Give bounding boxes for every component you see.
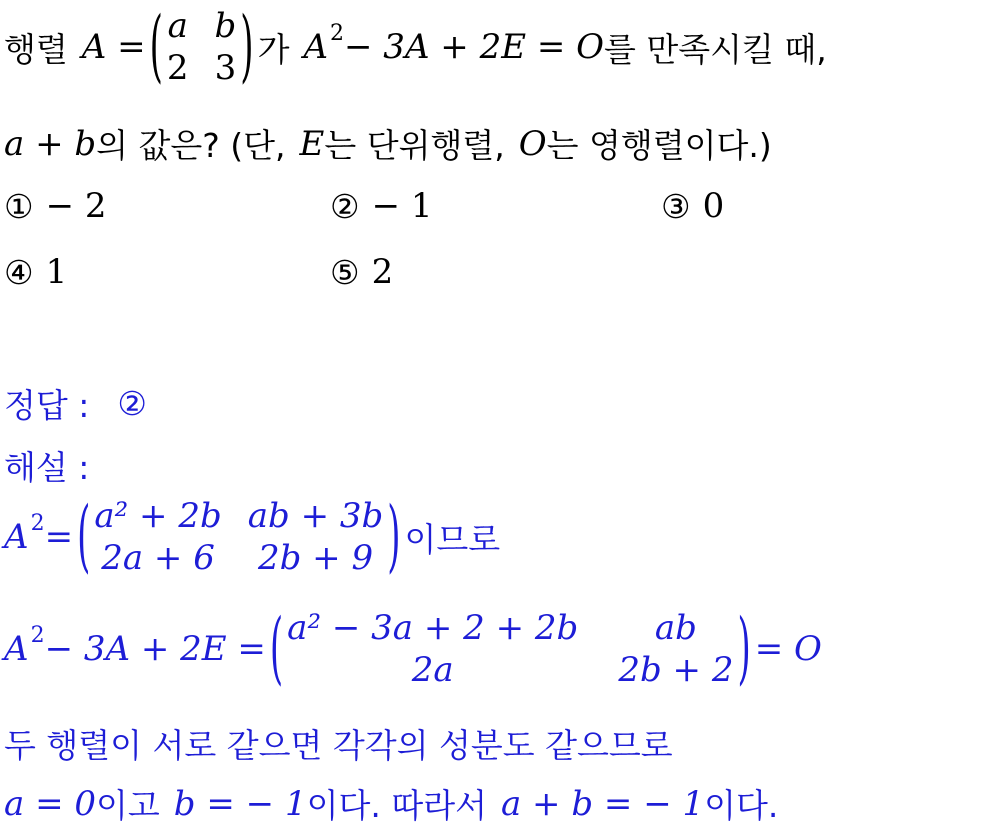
solution-line-3: [4, 720, 673, 767]
sol3-text: 두 행렬이 서로 같으면 각각의 성분도 같으므로: [4, 726, 673, 765]
answer-line: [4, 380, 147, 427]
equation-A: A: [303, 27, 329, 67]
matrix-res-cell: a² − 3a + 2 + 2b: [287, 608, 579, 648]
equation-rest: − 3A + 2E = O: [344, 27, 605, 67]
question-ga: 가: [257, 29, 290, 69]
matrix-sq-cell: a² + 2b: [94, 496, 222, 536]
matrix-res-cell: 2b + 2: [618, 650, 734, 690]
question-E: E: [299, 123, 325, 164]
choice-5[interactable]: [330, 252, 393, 292]
sol2-eq: − 3A + 2E =: [44, 629, 266, 669]
left-paren: (: [269, 603, 284, 695]
sol1-suffix: 이므로: [404, 519, 501, 559]
sol4-text-1: 이고: [96, 786, 160, 825]
matrix-res-cell: ab: [654, 608, 697, 648]
matrix-result: [269, 603, 751, 695]
explanation-label-line: [4, 442, 89, 489]
answer-value: ②: [117, 384, 147, 423]
sol4-text-3: 이다.: [704, 786, 779, 825]
choice-value: 1: [45, 252, 68, 292]
solution-line-1: [4, 491, 501, 583]
matrix-A-label: A =: [81, 27, 146, 67]
matrix-sq-cell: 2b + 9: [257, 538, 374, 578]
matrix-A: [149, 1, 254, 94]
matrix-sq-cell: 2a + 6: [101, 538, 215, 578]
matrix-A-cell: b: [214, 6, 237, 46]
right-paren: ): [387, 491, 401, 583]
question-O: O: [518, 123, 547, 164]
sol4-b: b = − 1: [173, 783, 307, 824]
sol4-text-2: 이다. 따라서: [306, 786, 487, 825]
question-expr: a + b: [4, 123, 97, 164]
choice-mark: ③: [661, 186, 691, 226]
choice-value: − 2: [45, 186, 107, 226]
matrix-A-squared: [77, 491, 401, 583]
sol2-exponent: 2: [30, 622, 45, 648]
left-paren: (: [149, 1, 163, 94]
matrix-A-cell: 2: [166, 48, 189, 88]
choice-mark: ①: [4, 186, 34, 226]
sol4-ab: a + b = − 1: [500, 783, 705, 824]
right-paren: ): [240, 1, 254, 94]
left-paren: (: [77, 491, 91, 583]
question-text-2: 는 단위행렬,: [324, 126, 505, 165]
choice-mark: ⑤: [330, 252, 360, 292]
sol2-A: A: [4, 629, 29, 669]
matrix-res-cell: 2a: [411, 650, 454, 690]
choice-value: 2: [371, 252, 394, 292]
question-line-1: [4, 1, 827, 94]
sol4-a: a = 0: [4, 783, 97, 824]
question-prefix: 행렬: [4, 29, 68, 69]
sol1-exponent: 2: [30, 510, 45, 536]
solution-line-2: [4, 603, 822, 695]
matrix-A-cell: a: [167, 6, 188, 46]
choice-3[interactable]: [661, 186, 724, 226]
explanation-label: 해설 :: [4, 448, 90, 487]
choice-mark: ②: [330, 186, 360, 226]
choice-1[interactable]: [4, 186, 107, 226]
solution-line-4: [4, 780, 778, 827]
question-text-1: 의 값은? (단,: [96, 126, 286, 165]
sol1-A: A: [4, 517, 29, 557]
question-suffix: 를 만족시킬 때,: [604, 29, 827, 69]
question-line-2: [4, 120, 772, 167]
choice-2[interactable]: [330, 186, 433, 226]
choice-4[interactable]: [4, 252, 67, 292]
answer-label: 정답 :: [4, 386, 90, 425]
matrix-A-cell: 3: [214, 48, 237, 88]
equation-exponent: 2: [330, 20, 345, 46]
sol2-tail: = O: [754, 629, 822, 669]
sol1-eq: =: [44, 517, 74, 557]
matrix-sq-cell: ab + 3b: [247, 496, 384, 536]
right-paren: ): [737, 603, 751, 695]
choice-value: 0: [702, 186, 725, 226]
choice-value: − 1: [371, 186, 433, 226]
question-text-3: 는 영행렬이다.): [546, 126, 772, 165]
choice-mark: ④: [4, 252, 34, 292]
